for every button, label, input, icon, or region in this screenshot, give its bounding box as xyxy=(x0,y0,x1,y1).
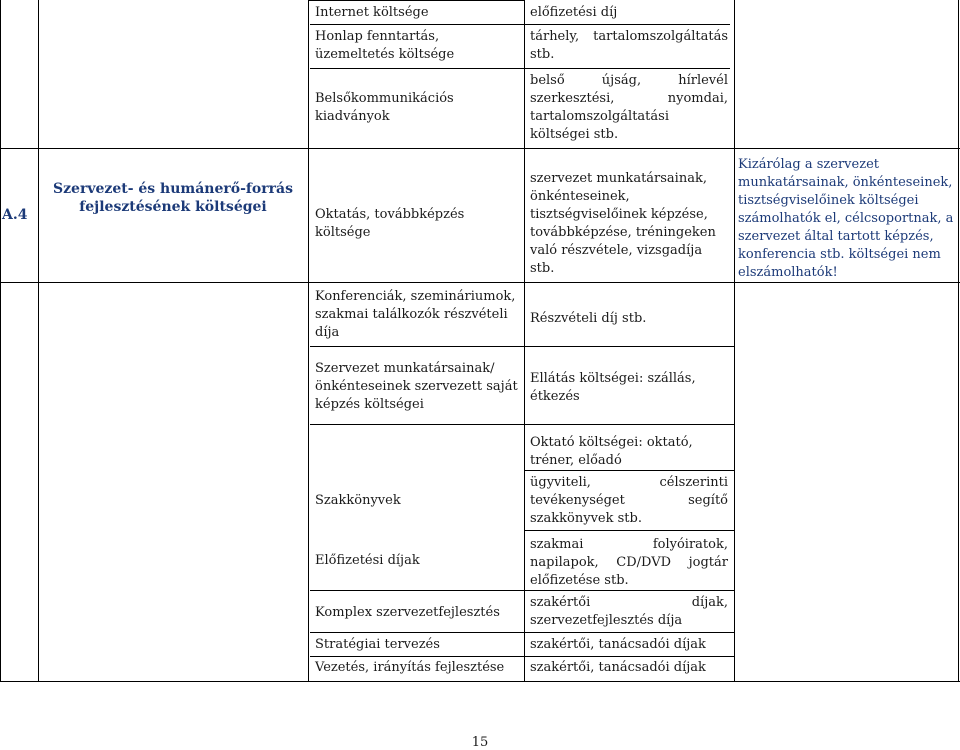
item-cell: Stratégiai tervezés xyxy=(315,637,440,652)
description-cell: tárhely, tartalomszolgáltatás stb. xyxy=(530,29,728,62)
description-cell: szakértői díjak, szervezetfejlesztés díja xyxy=(530,595,728,628)
description-cell: szakmai folyóiratok, napilapok, CD/DVD jogtár előfizetése stb. xyxy=(530,537,728,588)
item-cell: Vezetés, irányítás fejlesztése xyxy=(315,660,505,675)
item-cell: Oktatás, továbbképzés költsége xyxy=(315,207,465,240)
item-cell: Belsőkommunikációs kiadványok xyxy=(315,91,454,124)
description-cell: belső újság, hírlevél szerkesztési, nyomdai, tartalomszolgáltatási költségei stb. xyxy=(530,73,728,142)
description-cell: Részvételi díj stb. xyxy=(530,311,647,326)
item-cell: Komplex szervezetfejlesztés xyxy=(315,605,500,620)
description-cell: ügyviteli, célszerinti tevékenységet segítő szakkönyvek stb. xyxy=(530,475,728,526)
description-cell: előfizetési díj xyxy=(530,5,618,20)
description-cell: szakértői, tanácsadói díjak xyxy=(530,660,706,675)
item-cell: Konferenciák, szemináriumok, szakmai találkozók részvételi díja xyxy=(315,289,516,340)
description-cell: szervezet munkatársainak, önkénteseinek, tisztségviselőinek képzése, továbbképzése, tréningeken való részvétele, vizsgadíja stb. xyxy=(530,171,716,276)
description-cell: szakértői, tanácsadói díjak xyxy=(530,637,706,652)
item-cell: Szakkönyvek xyxy=(315,493,401,508)
item-cell: Szervezet munkatársainak/önkénteseinek szervezett saját képzés költségei xyxy=(315,361,518,412)
item-cell: Előfizetési díjak xyxy=(315,553,420,568)
description-cell: Oktató költségei: oktató, tréner, előadó xyxy=(530,435,693,468)
page-number: 15 xyxy=(471,735,489,750)
section-note: Kizárólag a szervezet munkatársainak, önkénteseinek, tisztségviselőinek költségei számolhatók el, célcsoportnak, a szervezet által tartott képzés, konferencia stb. költségei nem elszámolhatók! xyxy=(738,157,954,280)
description-cell: Ellátás költségei: szállás, étkezés xyxy=(530,371,696,404)
item-cell: Honlap fenntartás, üzemeltetés költsége xyxy=(315,29,455,62)
item-cell: Internet költsége xyxy=(315,5,429,20)
section-title: Szervezet- és humánerő-forrás fejlesztésének költségei xyxy=(53,181,293,215)
section-code: A.4 xyxy=(2,207,28,223)
